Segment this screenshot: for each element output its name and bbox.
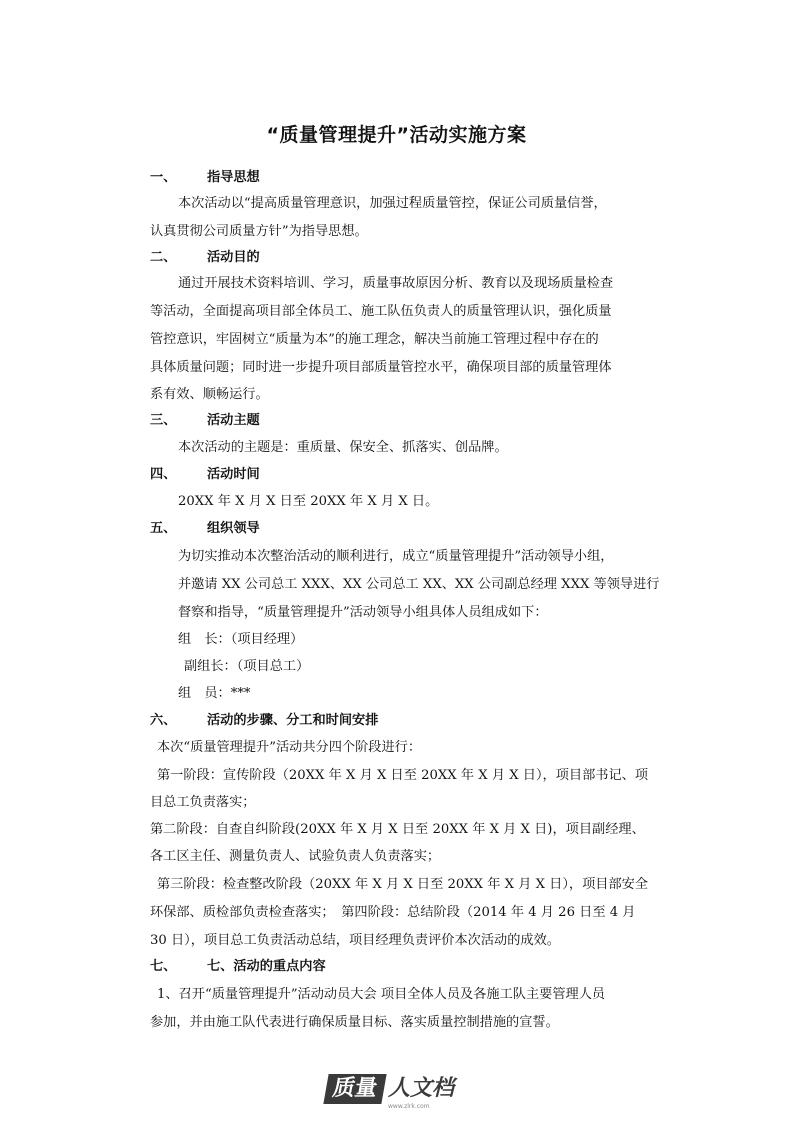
section-1-number: 一、 <box>150 170 177 185</box>
section-3-number: 三、 <box>150 413 177 428</box>
watermark-url: www.zlrk.com <box>388 1103 430 1110</box>
section-5-line: 并邀请 XX 公司总工 XXX、XX 公司总工 XX、XX 公司副总经理 XXX 等领导进行 <box>178 577 660 592</box>
section-7-heading: 七、活动的重点内容 <box>207 959 326 974</box>
section-6-line: 本次“质量管理提升”活动共分四个阶段进行： <box>157 740 422 755</box>
watermark-badge: 质量 <box>323 1074 386 1104</box>
members-line: 组 员：*** <box>178 686 251 701</box>
section-4-number: 四、 <box>150 467 177 482</box>
section-7-line: 1、召开“质量管理提升”活动动员大会 项目全体人员及各施工队主要管理人员 <box>157 987 606 1002</box>
section-7-number: 七、 <box>150 959 177 974</box>
section-1-line: 本次活动以“提高质量管理意识，加强过程质量管控，保证公司质量信誉， <box>178 196 607 211</box>
section-1-heading: 指导思想 <box>207 170 260 185</box>
section-6-line: 第一阶段：宣传阶段（20XX 年 X 月 X 日至 20XX 年 X 月 X 日），项目部书记、项 <box>157 768 649 783</box>
section-1-line: 认真贯彻公司质量方针”为指导思想。 <box>150 224 368 239</box>
section-2-number: 二、 <box>150 250 177 265</box>
section-6-line: 30 日），项目总工负责活动总结，项目经理负责评价本次活动的成效。 <box>150 933 560 948</box>
section-2-line: 系有效、顺畅运行。 <box>150 387 269 402</box>
section-6-number: 六、 <box>150 713 177 728</box>
section-2-line: 管控意识，牢固树立“质量为本”的施工理念，解决当前施工管理过程中存在的 <box>150 332 599 347</box>
section-7-line: 参加，并由施工队代表进行确保质量目标、落实质量控制措施的宣誓。 <box>150 1015 559 1030</box>
section-6-line: 环保部、质检部负责检查落实； 第四阶段：总结阶段（2014 年 4 月 26 日至 4 月 <box>150 905 636 920</box>
section-5-line: 为切实推动本次整治活动的顺利进行，成立“质量管理提升”活动领导小组， <box>178 549 614 564</box>
section-6-heading: 活动的步骤、分工和时间安排 <box>207 713 379 728</box>
section-6-line: 第三阶段：检查整改阶段（20XX 年 X 月 X 日至 20XX 年 X 月 X 日），项目部安全 <box>157 877 649 892</box>
section-5-number: 五、 <box>150 521 177 536</box>
deputy-leader-line: 副组长：（项目总工） <box>184 659 310 674</box>
section-2-line: 等活动，全面提高项目部全体员工、施工队伍负责人的质量管理认识，强化质量 <box>150 304 612 319</box>
section-4-heading: 活动时间 <box>207 467 260 482</box>
section-3-heading: 活动主题 <box>207 413 260 428</box>
section-5-heading: 组织领导 <box>207 521 260 536</box>
section-2-heading: 活动目的 <box>207 250 260 265</box>
leader-line: 组 长：（项目经理） <box>178 632 304 647</box>
section-6-line: 各工区主任、测量负责人、试验负责人负责落实； <box>150 849 441 864</box>
section-3-line: 本次活动的主题是：重质量、保安全、抓落实、创品牌。 <box>178 440 508 455</box>
section-6-line: 目总工负责落实； <box>150 795 256 810</box>
document-title: “质量管理提升”活动实施方案 <box>266 124 527 146</box>
section-6-line: 第二阶段：自查自纠阶段(20XX 年 X 月 X 日至 20XX 年 X 月 X 日)，项目副经理、 <box>150 822 645 837</box>
watermark-text: 人文档 <box>388 1076 455 1101</box>
section-4-line: 20XX 年 X 月 X 日至 20XX 年 X 月 X 日。 <box>178 494 439 509</box>
section-2-line: 通过开展技术资料培训、学习，质量事故原因分析、教育以及现场质量检查 <box>178 276 614 291</box>
section-5-line: 督察和指导，“质量管理提升”活动领导小组具体人员组成如下： <box>178 605 548 620</box>
section-2-line: 具体质量问题；同时进一步提升项目部质量管控水平，确保项目部的质量管理体 <box>150 360 612 375</box>
watermark-logo <box>326 1072 466 1112</box>
